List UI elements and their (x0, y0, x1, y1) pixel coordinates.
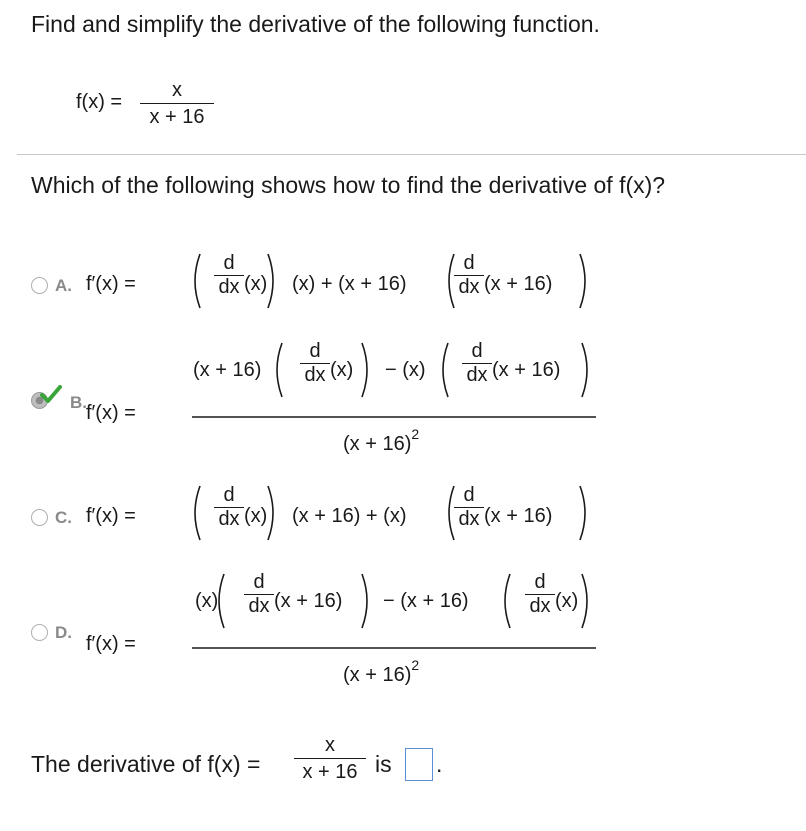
option-d-letter: D. (55, 623, 72, 642)
option-d-num-pre: (x) (195, 590, 219, 612)
option-b-term2: (x + 16) (492, 359, 561, 381)
option-a-term3: (x + 16) (484, 273, 553, 295)
dx-label: dx (529, 595, 551, 617)
option-b-term1: (x) (330, 359, 354, 381)
option-d-minus: − (x + 16) (383, 590, 469, 612)
option-d-term1: (x + 16) (274, 590, 343, 612)
option-d-ddx-2 (525, 571, 555, 618)
option-b-den-exp: 2 (411, 426, 420, 442)
d-label: d (309, 340, 321, 362)
question-prompt: Find and simplify the derivative of the following function. (31, 11, 600, 37)
answer-numerator: x (325, 734, 335, 756)
option-c-lhs: f′(x) = (86, 505, 136, 527)
dx-label: dx (218, 508, 240, 530)
option-b-denominator (343, 426, 420, 456)
option-d-term2: (x) (555, 590, 579, 612)
subquestion: Which of the following shows how to find the derivative of f(x)? (31, 172, 666, 198)
option-d-radio[interactable] (31, 624, 48, 641)
option-c-term2: (x + 16) + (x) (292, 505, 407, 527)
option-c-letter: C. (55, 508, 72, 527)
function-lhs: f(x) = (76, 91, 123, 113)
answer-input[interactable] (405, 748, 433, 781)
option-b-num-pre: (x + 16) (193, 359, 262, 381)
answer-prefix: The derivative of f(x) = (31, 751, 261, 777)
d-label: d (223, 252, 235, 274)
option-b-letter: B. (70, 393, 87, 412)
option-c-term3: (x + 16) (484, 505, 553, 527)
option-a-ddx-1 (214, 252, 244, 299)
d-label: d (471, 340, 483, 362)
option-b-minus: − (x) (385, 359, 426, 381)
dx-label: dx (458, 508, 480, 530)
dx-label: dx (248, 595, 270, 617)
option-d-ddx-1 (244, 571, 274, 618)
d-label: d (223, 484, 235, 506)
option-b-lhs: f′(x) = (86, 402, 136, 424)
option-c-term1: (x) (244, 505, 268, 527)
answer-period: . (436, 751, 443, 777)
option-b-ddx-2 (462, 340, 492, 387)
option-c-ddx-1 (214, 484, 244, 531)
function-numerator: x (172, 79, 182, 101)
d-label: d (463, 252, 475, 274)
answer-is: is (375, 751, 392, 777)
dx-label: dx (218, 276, 240, 298)
function-denominator: x + 16 (149, 106, 205, 128)
option-d-den-base: (x + 16) (343, 664, 412, 686)
option-a-term2: (x) + (x + 16) (292, 273, 407, 295)
d-label: d (463, 484, 475, 506)
option-d-den-exp: 2 (411, 657, 420, 673)
option-d-lhs: f′(x) = (86, 633, 136, 655)
answer-denominator: x + 16 (302, 761, 358, 783)
dx-label: dx (458, 276, 480, 298)
dx-label: dx (466, 364, 488, 386)
option-a-letter: A. (55, 276, 72, 295)
function-fraction (140, 79, 214, 129)
option-a-ddx-2 (454, 252, 484, 299)
option-d-denominator (343, 657, 420, 687)
option-c-ddx-2 (454, 484, 484, 531)
answer-fraction (294, 734, 366, 784)
option-a-lhs: f′(x) = (86, 273, 136, 295)
divider (17, 154, 806, 155)
option-a-term1: (x) (244, 273, 268, 295)
option-b-den-base: (x + 16) (343, 433, 412, 455)
option-a-radio[interactable] (31, 277, 48, 294)
d-label: d (534, 571, 546, 593)
d-label: d (253, 571, 265, 593)
option-c-radio[interactable] (31, 509, 48, 526)
option-b-ddx-1 (300, 340, 330, 387)
check-icon (40, 385, 62, 405)
dx-label: dx (304, 364, 326, 386)
